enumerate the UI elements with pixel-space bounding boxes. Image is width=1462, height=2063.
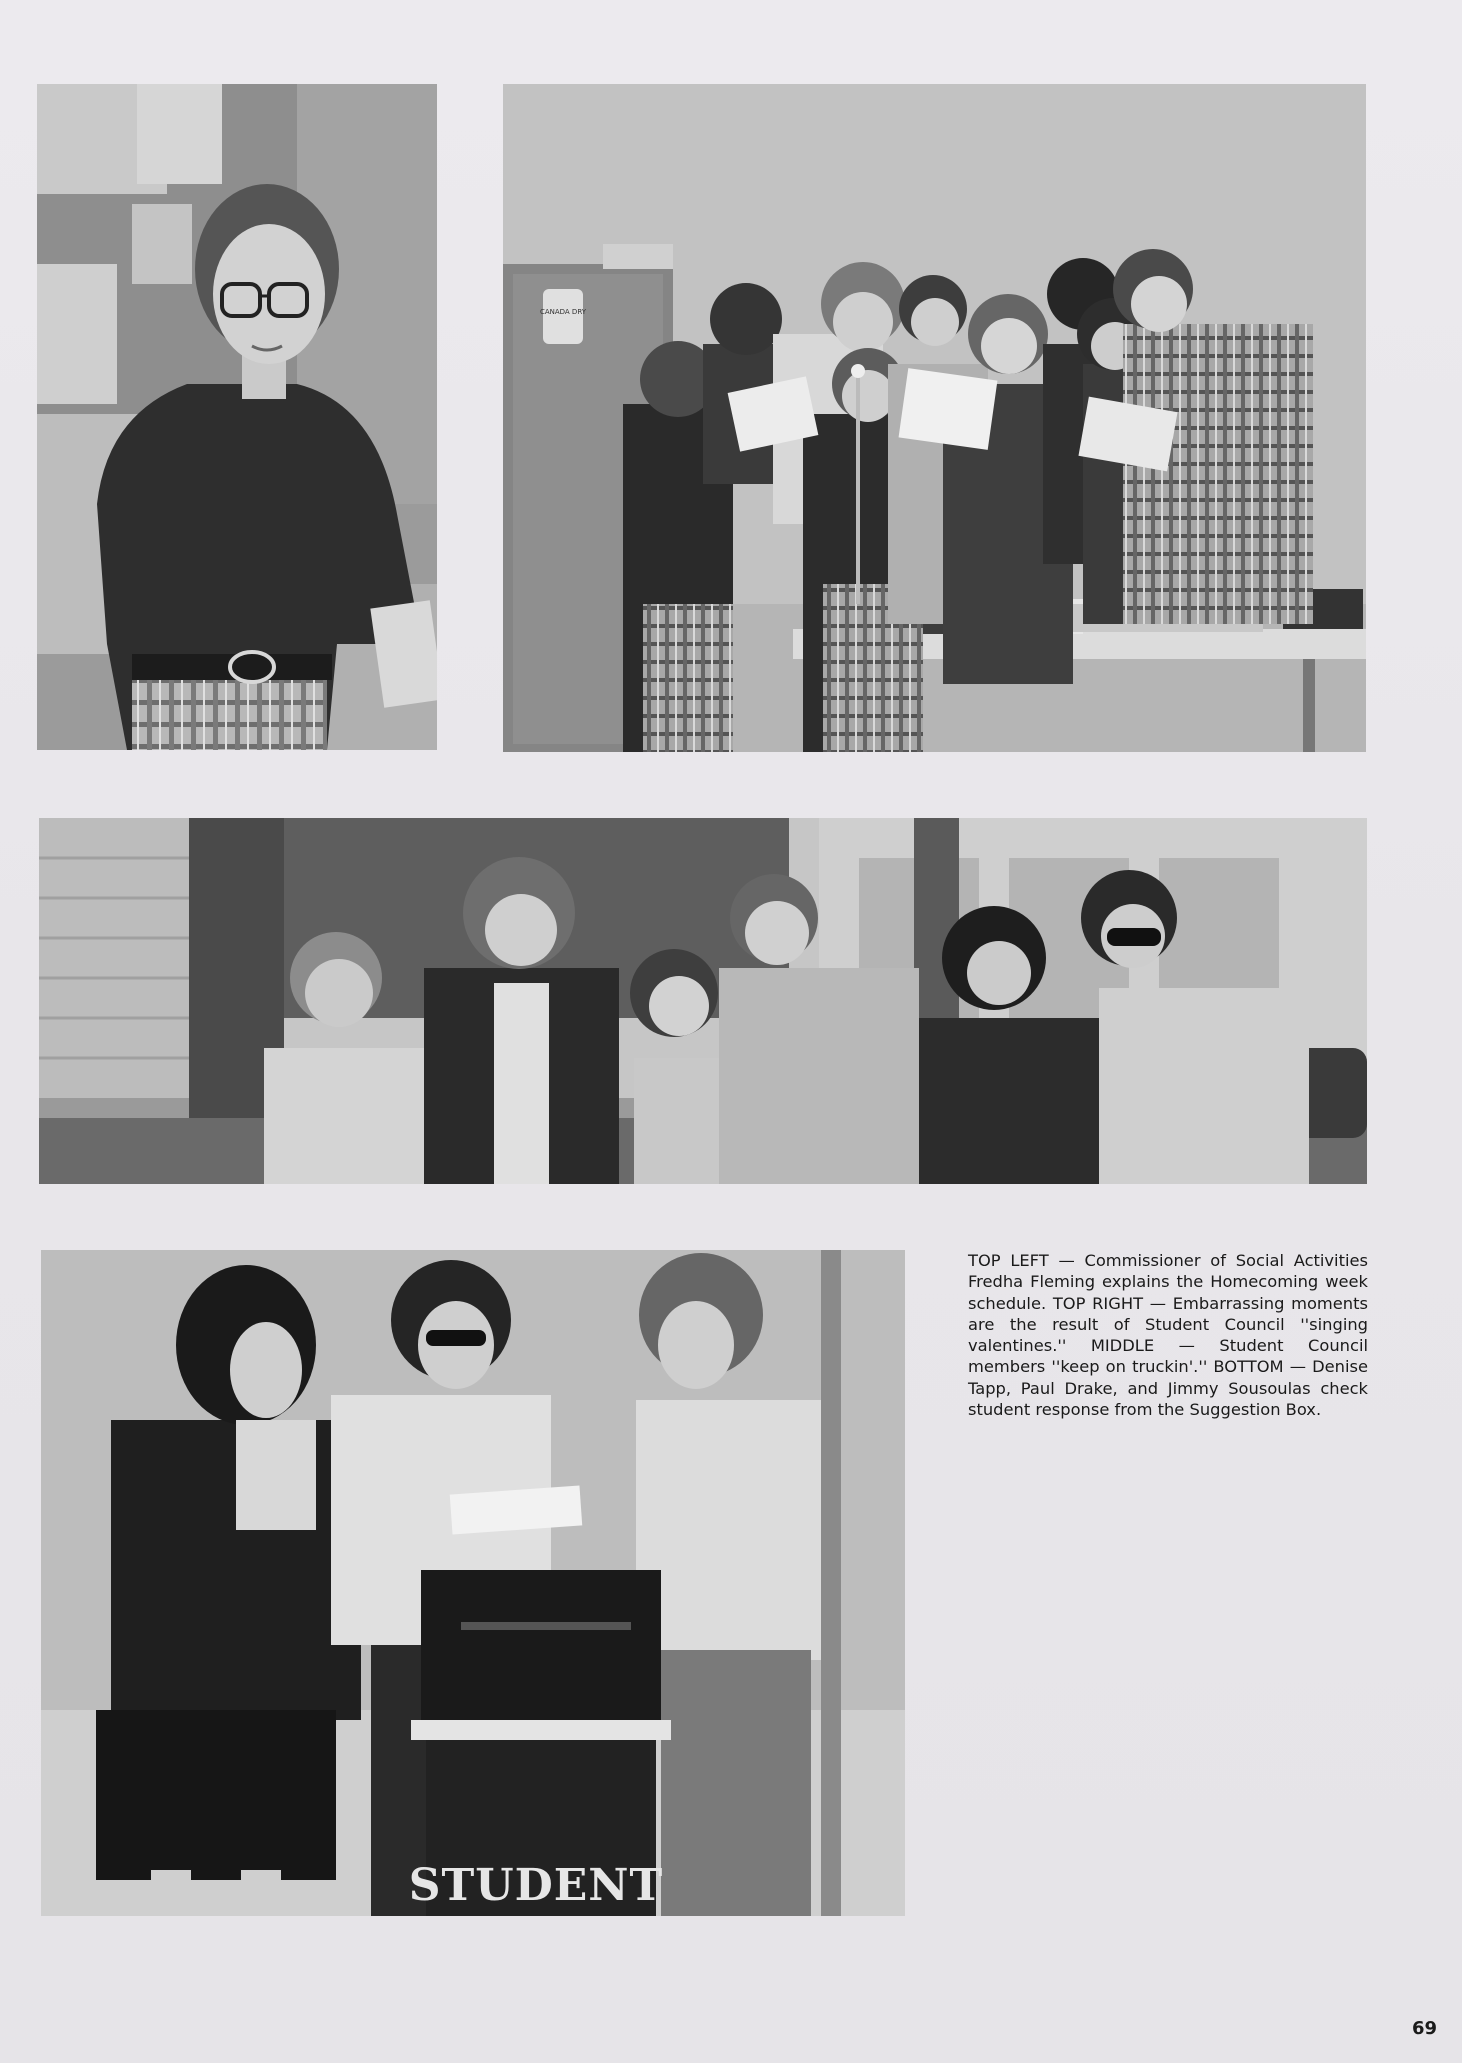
- photo-top-right-image: [503, 84, 1366, 752]
- photo-top-left: [37, 84, 437, 750]
- photo-bottom: [41, 1250, 905, 1916]
- house-siding: [39, 818, 189, 1098]
- photo-caption: TOP LEFT — Commissioner of Social Activities Fredha Fleming explains the Homecoming week schedule. TOP RIGHT — Embarrassing moments are the result of Student Council ''singing valentines.'' MIDDLE — Student Council members ''keep on truckin'.'' BOTTOM — Denise Tapp, Paul Drake, and Jimmy Sousoulas check student response from the Suggestion Box.: [968, 1251, 1368, 1420]
- photo-top-right: [503, 84, 1366, 752]
- photo-middle: [39, 818, 1367, 1184]
- photo-bottom-image: [41, 1250, 905, 1916]
- suggestion-box-label: STUDENT: [408, 1860, 664, 1911]
- canada-dry-sign-text: CANADA DRY: [539, 308, 587, 316]
- photo-middle-image: [39, 818, 1367, 1184]
- canada-dry-sign: [543, 289, 583, 344]
- photo-top-left-image: [37, 84, 437, 750]
- suggestion-box: [409, 1570, 671, 1916]
- page-number: 69: [1412, 2018, 1438, 2039]
